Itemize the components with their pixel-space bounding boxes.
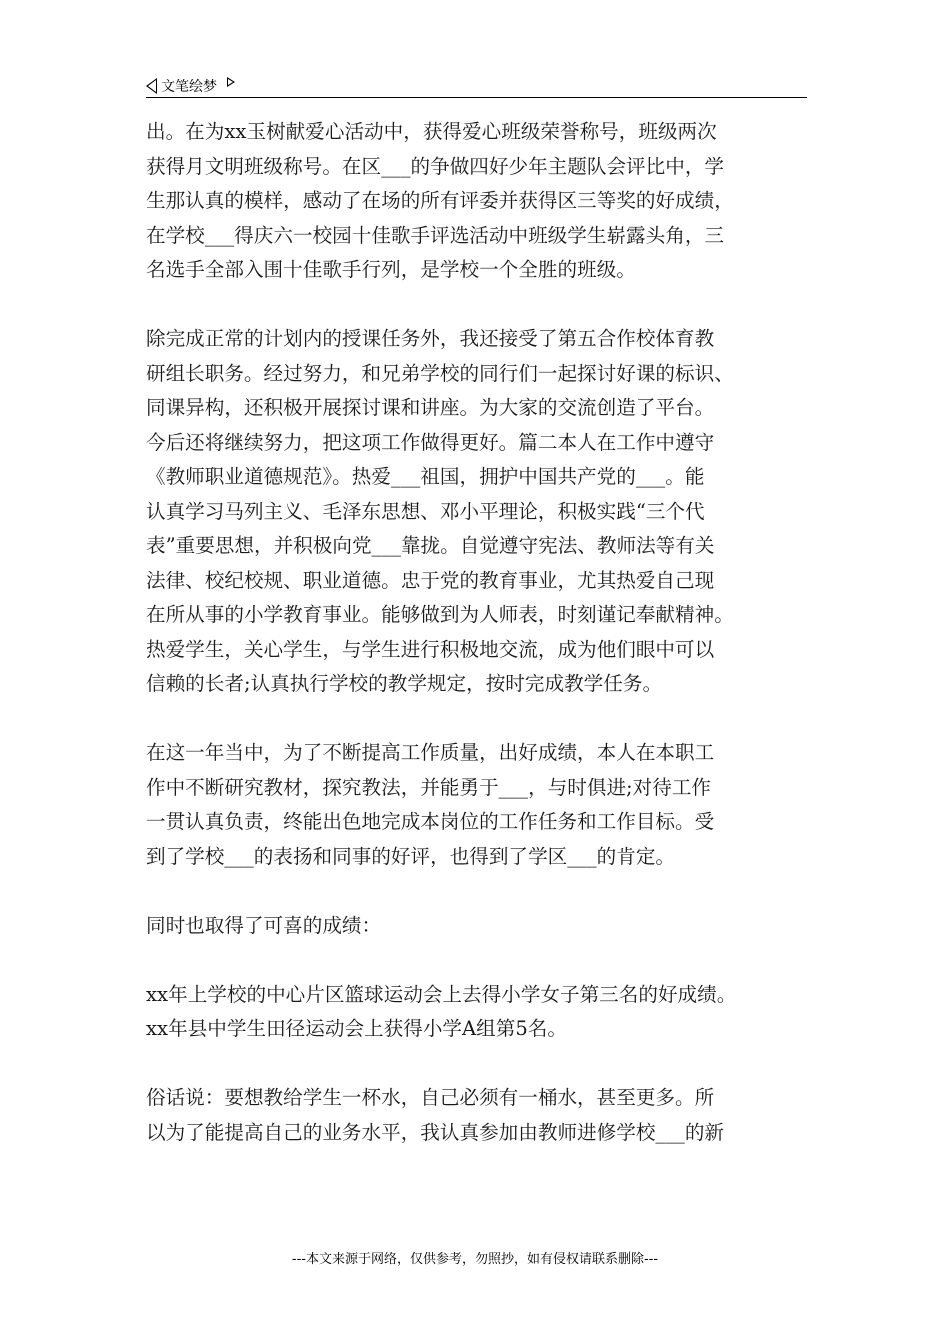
text-line: 法律、校纪校规、职业道德。忠于党的教育事业，尤其热爱自己现 bbox=[146, 568, 715, 592]
text-line: 同时也取得了可喜的成绩： bbox=[146, 913, 382, 937]
text-line: 热爱学生，关心学生，与学生进行积极地交流，成为他们眼中可以 bbox=[146, 637, 715, 661]
paragraph-gap bbox=[146, 288, 810, 323]
paragraph-gap bbox=[146, 702, 810, 737]
text-line: 名选手全部入围十佳歌手行列，是学校一个全胜的班级。 bbox=[146, 258, 636, 281]
text-line: 一贯认真负责，终能出色地完成本岗位的工作任务和工作目标。受 bbox=[146, 810, 715, 833]
text-line: 作中不断研究教材，探究教法，并能勇于___，与时俱进;对待工作 bbox=[146, 775, 712, 799]
text-line: 以为了能提高自己的业务水平，我认真参加由教师进修学校___的新 bbox=[146, 1120, 725, 1144]
text-line: 研组长职务。经过努力，和兄弟学校的同行们一起探讨好课的标识、 bbox=[146, 361, 734, 385]
text-line: 信赖的长者;认真执行学校的教学规定，按时完成教学任务。 bbox=[146, 672, 663, 695]
page-footer: ---本文来源于网络，仅供参考，勿照抄，如有侵权请联系删除--- bbox=[291, 1252, 659, 1267]
text-line: 表”重要思想，并积极向党___靠拢。自觉遵守宪法、教师法等有关 bbox=[146, 534, 715, 557]
text-line: 今后还将继续努力，把这项工作做得更好。篇二本人在工作中遵守 bbox=[146, 430, 715, 454]
paragraph-gap bbox=[146, 943, 810, 978]
triangle-left-icon bbox=[146, 78, 157, 94]
text-line: 获得月文明班级称号。在区___的争做四好少年主题队会评比中，学 bbox=[146, 154, 725, 178]
header-divider bbox=[146, 97, 807, 98]
page-header bbox=[146, 74, 235, 98]
paragraph-gap bbox=[146, 1047, 810, 1082]
triangle-right-icon bbox=[227, 77, 235, 87]
text-line: 在这一年当中，为了不断提高工作质量，出好成绩，本人在本职工 bbox=[146, 741, 715, 764]
paragraph-gap bbox=[146, 874, 810, 909]
text-line: 俗话说：要想教给学生一杯水，自己必须有一桶水，甚至更多。所 bbox=[146, 1086, 715, 1109]
document-body bbox=[146, 115, 810, 1150]
text-line: 生那认真的模样，感动了在场的所有评委并获得区三等奖的好成绩， bbox=[146, 189, 734, 212]
text-line: 同课异构，还积极开展探讨课和讲座。为大家的交流创造了平台。 bbox=[146, 396, 715, 419]
text-line: xx年上学校的中心片区篮球运动会上去得小学女子第三名的好成绩。 bbox=[146, 982, 737, 1006]
text-line: 认真学习马列主义、毛泽东思想、邓小平理论，积极实践“三个代 bbox=[146, 499, 705, 523]
header-title: 文笔绘梦 bbox=[161, 79, 217, 95]
text-line: 在所从事的小学教育事业。能够做到为人师表，时刻谨记奉献精神。 bbox=[146, 603, 734, 626]
text-line: 在学校___得庆六一校园十佳歌手评选活动中班级学生崭露头角，三 bbox=[146, 223, 725, 247]
text-line: 出。在为xx玉树献爱心活动中，获得爱心班级荣誉称号，班级两次 bbox=[146, 120, 717, 143]
text-line: 除完成正常的计划内的授课任务外，我还接受了第五合作校体育教 bbox=[146, 327, 715, 350]
text-line: 《教师职业道德规范》。热爱___祖国，拥护中国共产党的___。能 bbox=[146, 465, 705, 488]
text-line: xx年县中学生田径运动会上获得小学A组第5名。 bbox=[146, 1017, 567, 1040]
text-line: 到了学校___的表扬和同事的好评，也得到了学区___的肯定。 bbox=[146, 844, 676, 868]
